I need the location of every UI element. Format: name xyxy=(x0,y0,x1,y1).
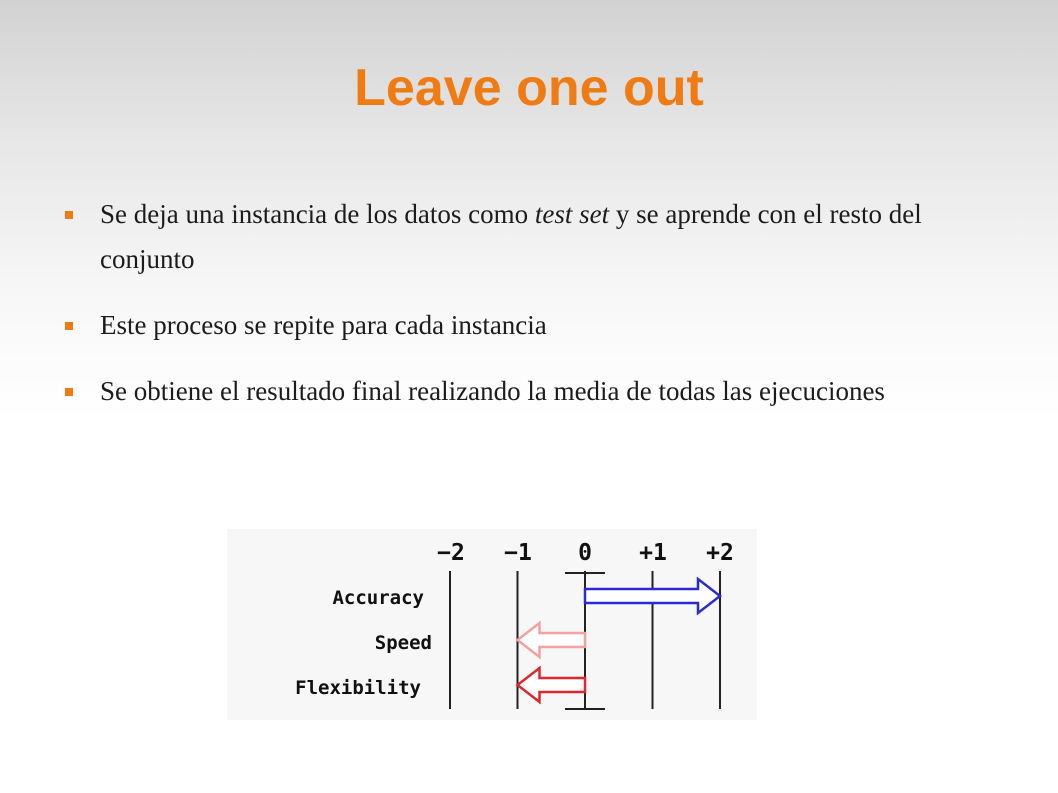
square-bullet-icon xyxy=(65,388,73,396)
square-bullet-icon xyxy=(65,211,73,219)
scale-label: +2 xyxy=(706,540,734,566)
arrow-flexibility xyxy=(518,668,586,702)
bullet-list xyxy=(60,192,1020,435)
row-label: Accuracy xyxy=(332,587,424,609)
bullet-text-part: Se obtiene el resultado final realizando la media de todas las ejecuciones xyxy=(100,376,885,406)
tradeoff-figure xyxy=(227,529,757,720)
bullet-text-part: y se aprende con el resto del conjunto xyxy=(100,199,922,274)
bullet-item xyxy=(60,303,1020,348)
bullet-item xyxy=(60,369,1020,414)
arrow-speed xyxy=(518,623,586,657)
row-label: Flexibility xyxy=(295,677,421,699)
scale-label: −2 xyxy=(437,540,465,566)
row-label: Speed xyxy=(374,632,432,654)
tradeoff-diagram xyxy=(227,529,757,720)
square-bullet-icon xyxy=(65,322,73,330)
scale-label: 0 xyxy=(578,540,592,566)
bullet-text-italic: test set xyxy=(534,199,610,229)
slide-title: Leave one out xyxy=(354,59,704,117)
bullet-text-part: Se deja una instancia de los datos como xyxy=(100,199,535,229)
bullet-text-part: Este proceso se repite para cada instancia xyxy=(100,310,547,340)
scale-label: −1 xyxy=(504,540,532,566)
bullet-item xyxy=(60,192,1020,282)
scale-label: +1 xyxy=(639,540,667,566)
